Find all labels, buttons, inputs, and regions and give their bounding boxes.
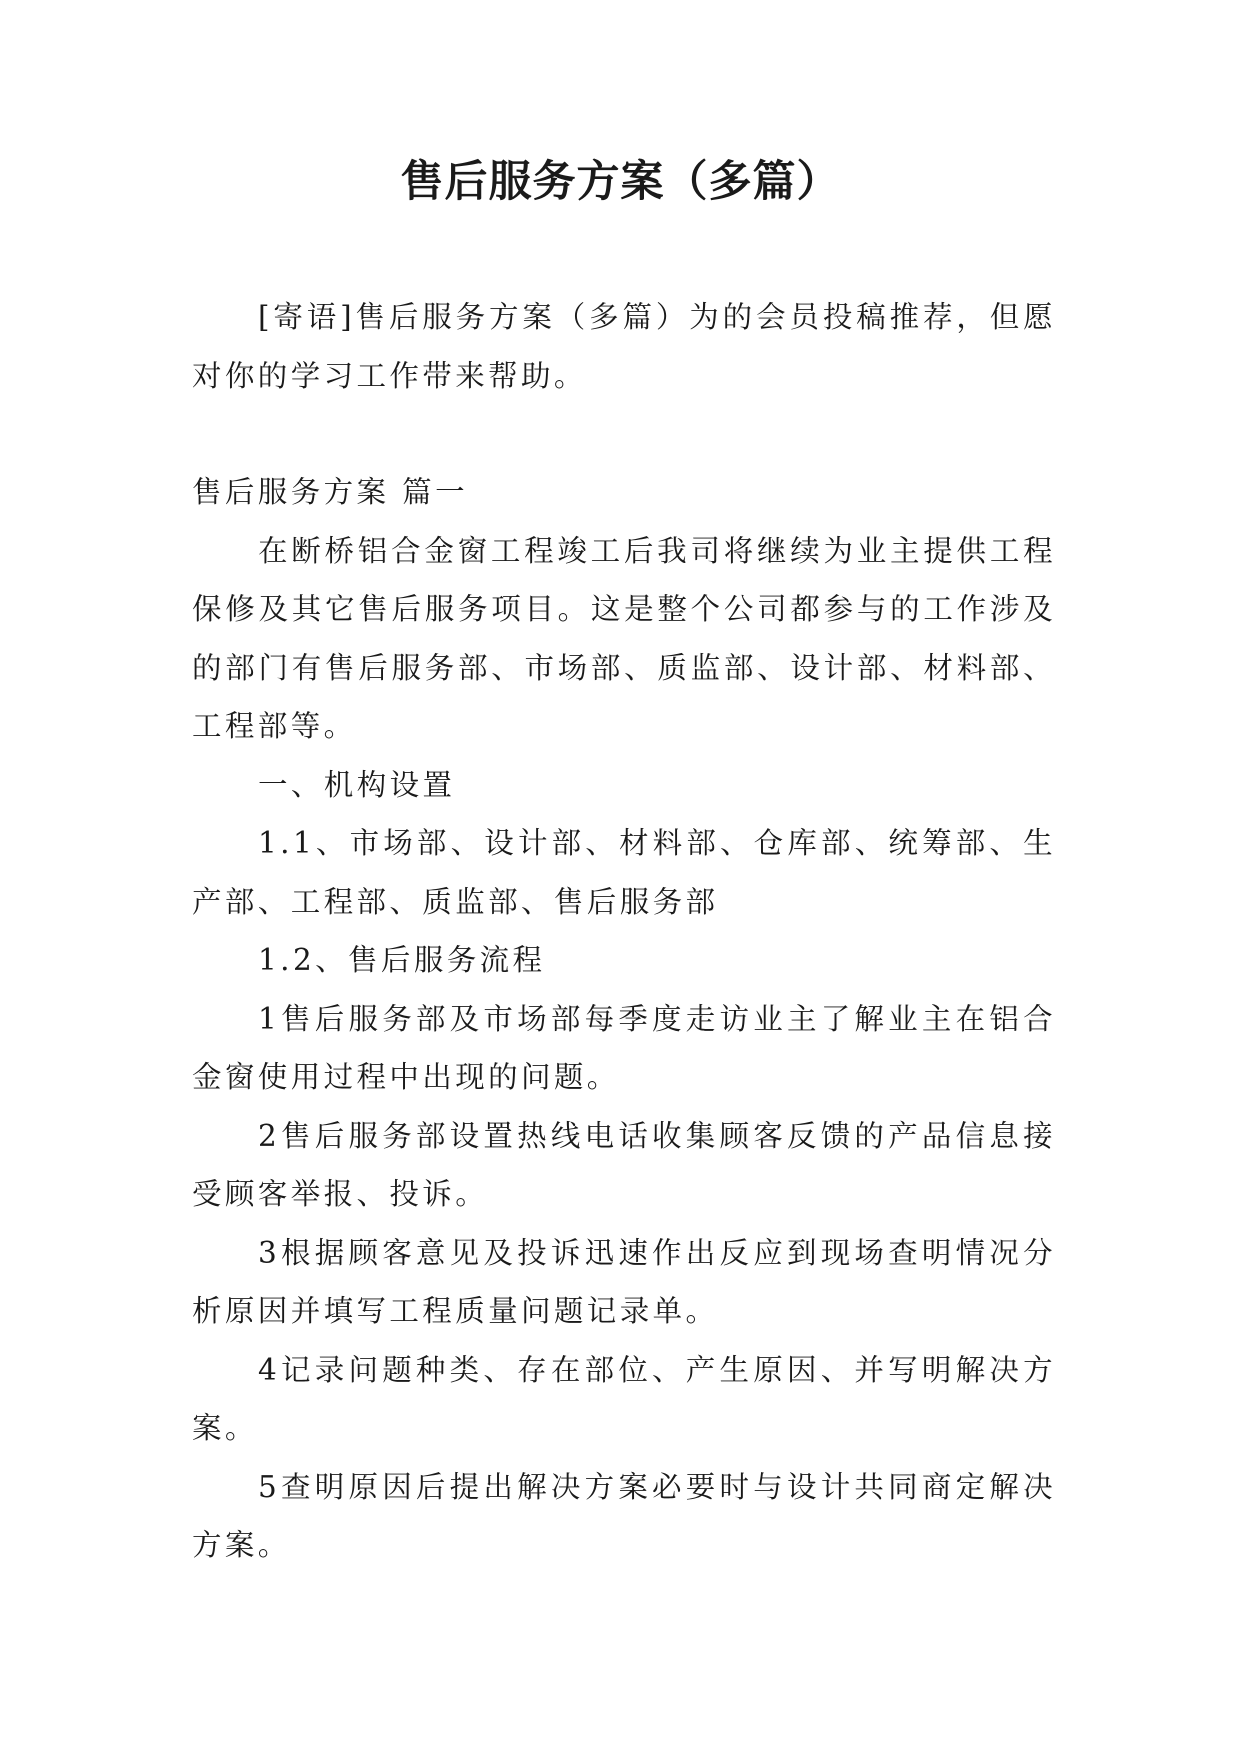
paragraph: 1.2、售后服务流程 xyxy=(258,943,546,977)
paragraph: 4记录问题种类、存在部位、产生原因、并写明解决方案。 xyxy=(192,1352,1056,1445)
intro-paragraph: [寄语]售后服务方案（多篇）为的会员投稿推荐，但愿对你的学习工作带来帮助。 xyxy=(192,300,1056,393)
document-body xyxy=(192,288,1056,1575)
spacer xyxy=(192,405,1056,463)
paragraph: 一、机构设置 xyxy=(258,767,456,802)
paragraph: 2售后服务部设置热线电话收集顾客反馈的产品信息接受顾客举报、投诉。 xyxy=(192,1118,1056,1211)
section-heading: 售后服务方案 篇一 xyxy=(192,475,468,509)
document-title: 售后服务方案（多篇） xyxy=(400,157,841,207)
paragraph: 1.1、市场部、设计部、材料部、仓库部、统筹部、生产部、工程部、质监部、售后服务部 xyxy=(192,826,1056,919)
paragraph: 在断桥铝合金窗工程竣工后我司将继续为业主提供工程保修及其它售后服务项目。这是整个公司都参与的工作涉及的部门有售后服务部、市场部、质监部、设计部、材料部、工程部等。 xyxy=(192,533,1056,743)
paragraph: 5查明原因后提出解决方案必要时与设计共同商定解决方案。 xyxy=(192,1469,1056,1562)
paragraph: 1售后服务部及市场部每季度走访业主了解业主在铝合金窗使用过程中出现的问题。 xyxy=(192,1001,1056,1094)
paragraph: 3根据顾客意见及投诉迅速作出反应到现场查明情况分析原因并填写工程质量问题记录单。 xyxy=(192,1235,1056,1328)
